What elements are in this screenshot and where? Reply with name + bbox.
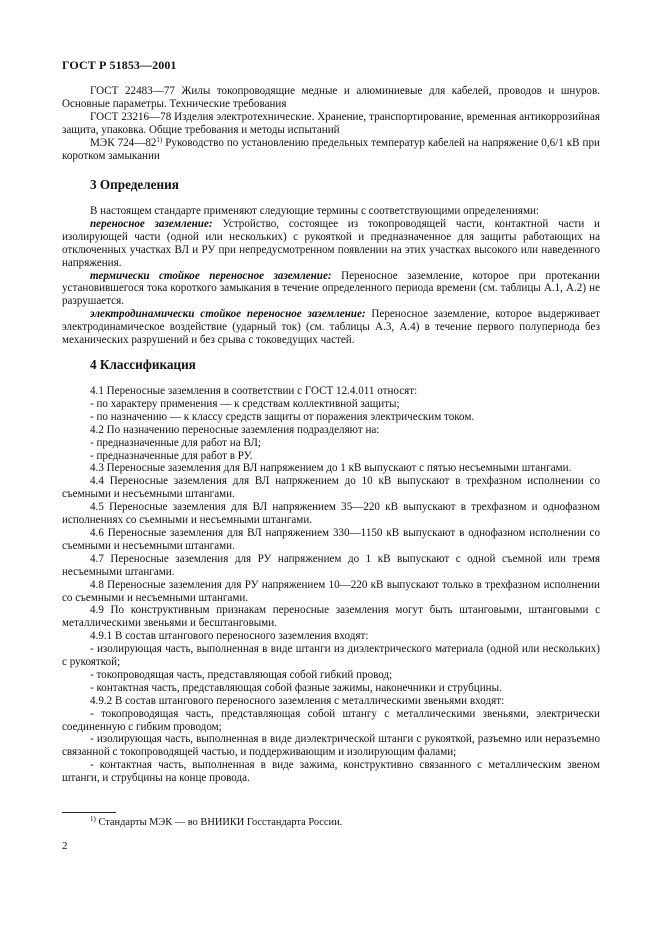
paragraph: 4.9.2 В состав штангового переносного заземления с металлическими звеньями входят: xyxy=(90,694,505,707)
definitions-intro: В настоящем стандарте применяют следующие термины с соответствующими определениями: xyxy=(90,205,539,217)
document-header: ГОСТ Р 51853—2001 xyxy=(62,58,177,72)
page-number: 2 xyxy=(62,840,68,852)
section-heading: 4 Классификация xyxy=(90,357,196,372)
list-item: - токопроводящая часть, представляющая собой штангу с металлическими звеньями, электрически соединенную с гибким проводом; xyxy=(62,707,600,733)
paragraph: 4.9.1 В состав штангового переносного заземления входят: xyxy=(90,630,369,643)
definition-term: термически стойкое переносное заземление: xyxy=(90,269,332,282)
paragraph: 4.8 Переносные заземления для РУ напряжением 10—220 кВ выпускают только в трехфазном исполнении со съемными и несъемными штангами. xyxy=(62,578,600,604)
footnote-marker: 1) xyxy=(156,135,163,144)
list-item: - токопроводящая часть, представляющая собой гибкий провод; xyxy=(90,668,393,681)
reference-item: МЭК 724—82$^{1)}$ Руководство по установлению предельных температур кабелей на напряжение 0,6/1 кВ при коротком замыкании xyxy=(62,135,600,162)
paragraph: 4.3 Переносные заземления для ВЛ напряжением до 1 кВ выпускают с пятью несъемными штангами. xyxy=(90,462,572,475)
paragraph: 4.5 Переносные заземления для ВЛ напряжением 35—220 кВ выпускают в трехфазном и однофазном исполнениях со съемными и несъемными штангами. xyxy=(62,501,600,527)
footnote-marker: 1) xyxy=(90,815,96,823)
list-item: - по характеру применения — к средствам коллективной защиты; xyxy=(90,397,400,410)
paragraph: 4.9 По конструктивным признакам переносные заземления могут быть штанговыми, штанговыми с металлическими звеньями и бесштанговыми. xyxy=(62,604,600,630)
definition-item: переносное заземление: Устройство, состоящее из токопроводящей части, контактной части и изолирующей части (одной или нескольких) с рукояткой и предназначенное для защиты работающих на отключенных участках ВЛ и РУ при непредусмотренном появлении на этих участках высокого или наведенного напряжения. xyxy=(62,217,600,269)
list-item: - предназначенные для работ на ВЛ; xyxy=(90,436,261,449)
footnote-text: Стандарты МЭК — во ВНИИКИ Госстандарта России. xyxy=(95,817,343,828)
list-item: - изолирующая часть, выполненная в виде штанги из диэлектрического материала (одной или нескольких) с рукояткой; xyxy=(62,643,600,669)
paragraph: 4.7 Переносные заземления для РУ напряжением до 1 кВ выпускают с одной съемной или тремя несъемными штангами. xyxy=(62,552,600,578)
paragraph: 4.6 Переносные заземления для ВЛ напряжением 330—1150 кВ выпускают в однофазном исполнении со съемными и несъемными штангами. xyxy=(62,526,600,552)
definition-item: электродинамически стойкое переносное заземление: Переносное заземление, которое выдерживает электродинамическое воздействие (ударный ток) (см. таблицы А.3, А.4) в течение первого полупериода без механических разрушений и без срыва с токоведущих частей. xyxy=(62,308,600,347)
footnote-divider xyxy=(62,812,116,813)
list-item: - изолирующая часть, выполненная в виде диэлектрической штанги с рукояткой, разъемно или неразъемно связанной с токопроводящей частью, и поддерживающим и изолирующим фалами; xyxy=(62,733,600,759)
section-heading: 3 Определения xyxy=(90,177,179,192)
footnote xyxy=(90,817,342,829)
list-item: - контактная часть, представляющая собой фазные зажимы, наконечники и струбцины. xyxy=(90,681,502,694)
list-item: - по назначению — к классу средств защиты от поражения электрическим током. xyxy=(90,410,475,423)
normative-references xyxy=(62,85,600,162)
paragraph: 4.2 По назначению переносные заземления подразделяют на: xyxy=(90,423,380,436)
definition-term: переносное заземление: xyxy=(90,217,213,230)
section-definitions xyxy=(62,177,600,347)
definition-term: электродинамически стойкое переносное заземление: xyxy=(90,308,366,321)
list-item: - предназначенные для работ в РУ. xyxy=(90,449,253,462)
section-classification xyxy=(62,357,600,785)
reference-item: ГОСТ 23216—78 Изделия электротехнические. Хранение, транспортирование, временная антикоррозийная защита, упаковка. Общие требования и методы испытаний xyxy=(62,110,600,136)
definition-item: термически стойкое переносное заземление: Переносное заземление, которое при протекании установившегося тока короткого замыкания в течение определенного периода времени (см. таблицы А.1, А.2) не разрушается. xyxy=(62,269,600,308)
reference-item: ГОСТ 22483—77 Жилы токопроводящие медные и алюминиевые для кабелей, проводов и шнуров. Основные параметры. Технические требования xyxy=(62,85,600,110)
paragraph: 4.1 Переносные заземления в соответствии с ГОСТ 12.4.011 относят: xyxy=(90,385,418,397)
list-item: - контактная часть, выполненная в виде зажима, конструктивно связанного с металлическим звеном штанги, и струбцины на конце провода. xyxy=(62,759,600,785)
paragraph: 4.4 Переносные заземления для ВЛ напряжением до 10 кВ выпускают в трехфазном исполнении со съемными и несъемными штангами. xyxy=(62,475,600,501)
